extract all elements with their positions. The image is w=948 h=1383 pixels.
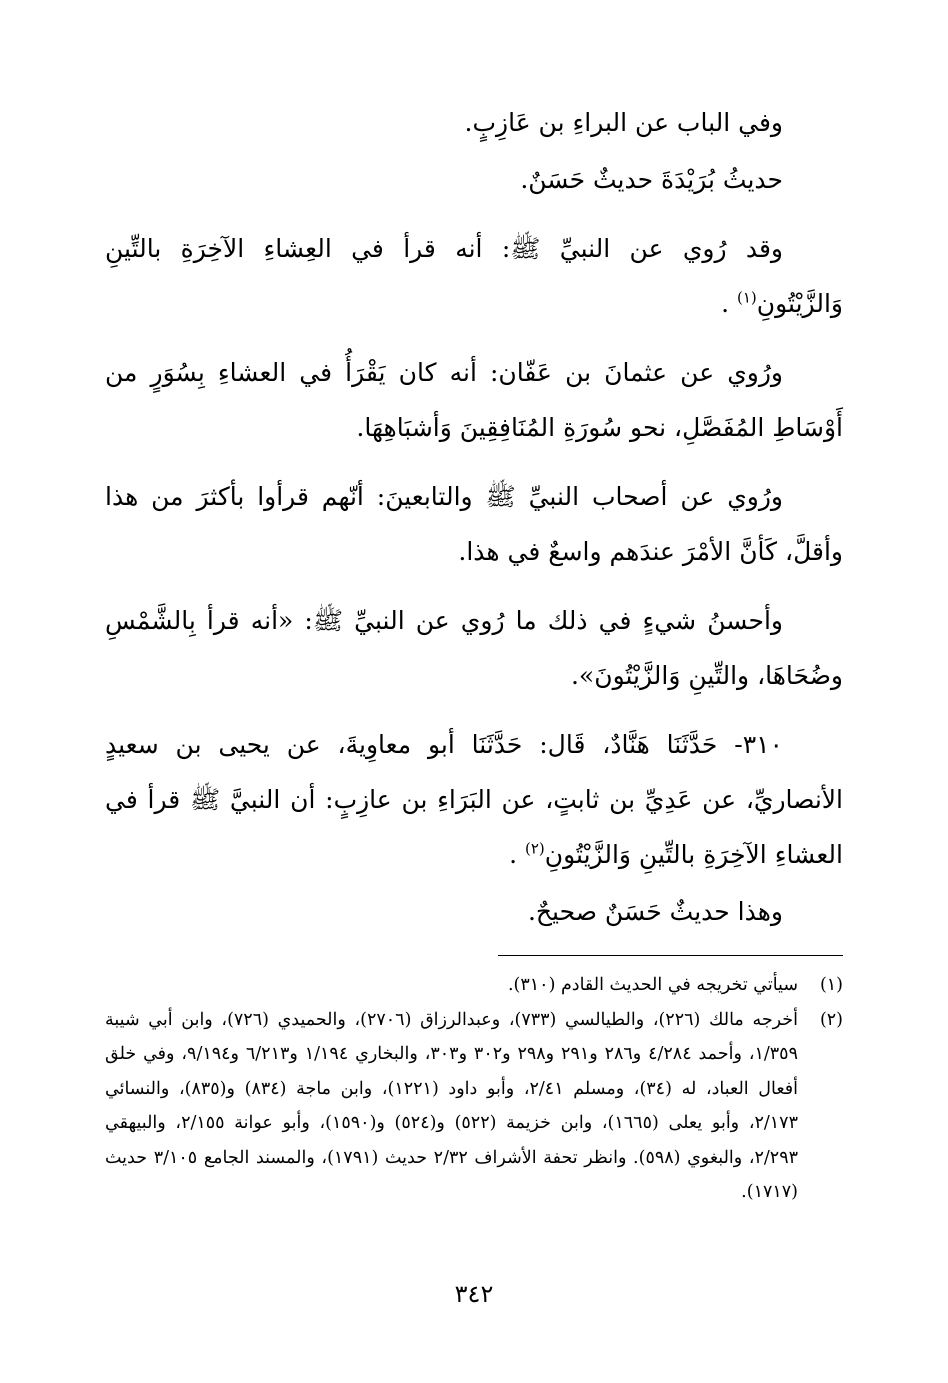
paragraph-grading bbox=[105, 884, 843, 939]
paragraph-text: وفي الباب عن البراءِ بن عَازِبٍ. bbox=[464, 108, 783, 137]
paragraph-text: وقد رُوي عن النبيِّ ﷺ: أنه قرأ في العِشاءِ الآخِرَةِ بالتِّينِ وَالزَّيْتُونِ bbox=[105, 234, 843, 318]
paragraph-text: ورُوي عن عثمانَ بن عَفّان: أنه كان يَقْرَأُ في العشاءِ بِسُوَرٍ من أَوْسَاطِ المُفَصَّلِ، نحو سُورَةِ المُنَافِقِينَ وَأشبَاهِهَا. bbox=[105, 358, 843, 442]
footnote-ref[interactable]: (١) bbox=[737, 288, 757, 307]
paragraph-bab bbox=[105, 95, 843, 150]
footnote-text: سيأتي تخريجه في الحديث القادم (٣١٠). bbox=[507, 975, 798, 995]
paragraph-text: وأحسنُ شيءٍ في ذلك ما رُوي عن النبيِّ ﷺ: «أنه قرأ بِالشَّمْسِ وضُحَاهَا، والتِّينِ وَالزَّيْتُونَ». bbox=[105, 606, 843, 690]
footnote-2 bbox=[105, 1003, 843, 1210]
footnote-ref[interactable]: (٢) bbox=[525, 839, 545, 858]
footnote-number: (٢) bbox=[819, 1009, 843, 1030]
hadith-310 bbox=[105, 717, 843, 882]
footnote-divider bbox=[498, 955, 843, 956]
footnotes bbox=[105, 968, 843, 1210]
paragraph-isha-tin bbox=[105, 221, 843, 331]
paragraph-uthman bbox=[105, 345, 843, 455]
footnote-text: أخرجه مالك (٢٢٦)، والطيالسي (٧٣٣)، وعبدالرزاق (٢٧٠٦)، والحميدي (٧٢٦)، وابن أبي شيبة ١/٣٥٩، وأحمد ٤/٢٨٤ و٢٨٦ و٢٩١ و٢٩٨ و٣٠٢ و٣٠٣، والبخاري ١/١٩٤ و٦/٢١٣ و٩/١٩٤، وفي خلق أفعال العباد، له (٣٤)، ومسلم ٢/٤١، وأبو داود (١٢٢١)، وابن ماجة (٨٣٤) و(٨٣٥)، والنسائي ٢/١٧٣، وأبو يعلى (١٦٦٥)، وابن خزيمة (٥٢٢) و(٥٢٤) و(١٥٩٠)، وأبو عوانة ٢/١٥٥، والبيهقي ٢/٢٩٣، والبغوي (٥٩٨). وانظر تحفة الأشراف ٢/٣٢ حديث (١٧٩١)، والمسند الجامع ٣/١٠٥ حديث (١٧١٧). bbox=[105, 1009, 799, 1202]
page-body bbox=[105, 95, 843, 1345]
paragraph-text: حديثُ بُرَيْدَةَ حديثٌ حَسَنٌ. bbox=[520, 165, 783, 194]
punctuation: . bbox=[721, 289, 737, 318]
paragraph-best bbox=[105, 593, 843, 703]
paragraph-companions bbox=[105, 469, 843, 579]
paragraph-buraydah bbox=[105, 152, 843, 207]
page-number: ٣٤٢ bbox=[454, 1280, 494, 1308]
paragraph-text: وهذا حديثٌ حَسَنٌ صحيحٌ. bbox=[527, 897, 783, 926]
footnote-1 bbox=[105, 968, 843, 1003]
paragraph-text: ورُوي عن أصحاب النبيِّ ﷺ والتابعينَ: أنّهم قرأوا بأكثرَ من هذا وأقلَّ، كَأنَّ الأمْرَ عندَهم واسعٌ في هذا. bbox=[105, 482, 843, 566]
punctuation: . bbox=[509, 840, 525, 869]
paragraph-text: ٣١٠- حَدَّثَنَا هَنَّادٌ، قَال: حَدَّثَنَا أبو معاوِيةَ، عن يحيى بن سعيدٍ الأنصاريِّ، عن عَدِيِّ بن ثابتٍ، عن البَرَاءِ بن عازِبٍ: أن النبيَّ ﷺ قرأ في العشاءِ الآخِرَةِ بالتِّينِ وَالزَّيْتُونِ bbox=[105, 730, 843, 869]
footnote-number: (١) bbox=[819, 975, 843, 995]
